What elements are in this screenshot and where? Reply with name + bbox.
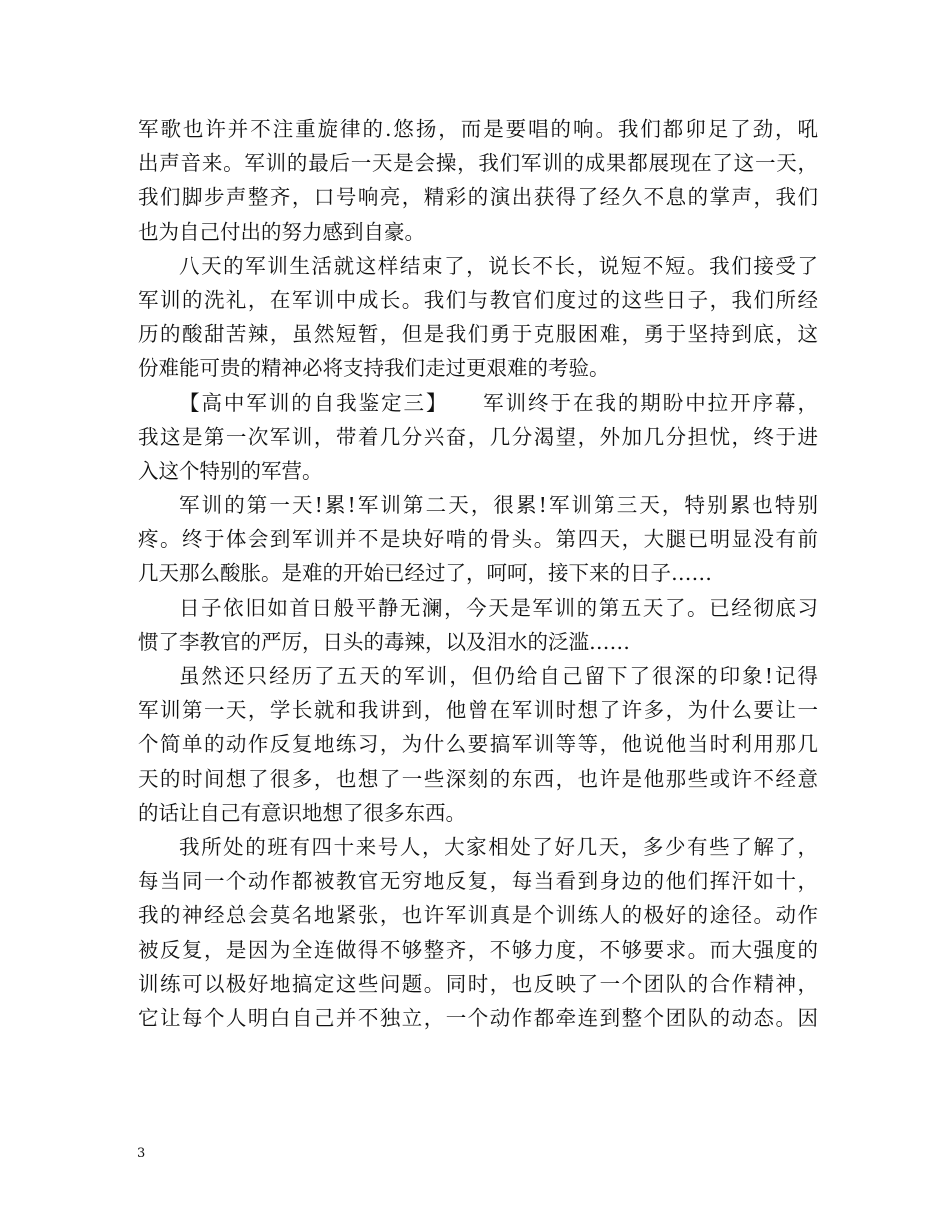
text-line: 入这个特别的军营。 [138,458,323,483]
text-line: 虽然还只经历了五天的军训，但仍给自己留下了很深的印象!记得 [179,664,818,688]
text-line: 八天的军训生活就这样结束了，说长不长，说短不短。我们接受了 [179,253,818,278]
text-line: 出声音来。军训的最后一天是会操，我们军训的成果都展现在了这一天， [138,151,818,176]
text-line: 日子依旧如首日般平静无澜，今天是军训的第五天了。已经彻底习 [179,595,818,620]
text-line: 军训的洗礼，在军训中成长。我们与教官们度过的这些日子，我们所经 [138,287,818,312]
text-line: 我们脚步声整齐，口号响亮，精彩的演出获得了经久不息的掌声，我们 [138,185,818,210]
text-line: 【高中军训的自我鉴定三】 军训终于在我的期盼中拉开序幕， [179,390,818,415]
page-number: 3 [137,1146,146,1161]
text-line: 也为自己付出的努力感到自豪。 [138,219,425,244]
text-line: 我所处的班有四十来号人，大家相处了好几天，多少有些了解了， [179,834,818,859]
text-line: 每当同一个动作都被教官无穷地反复，每当看到身边的他们挥汗如十， [138,869,818,894]
text-line: 惯了李教官的严厉，日头的毒辣，以及泪水的泛滥…… [138,629,630,654]
text-line: 军歌也许并不注重旋律的.悠扬，而是要唱的响。我们都卯足了劲，吼 [138,117,818,141]
text-line: 天的时间想了很多，也想了一些深刻的东西，也许是他那些或许不经意 [138,766,818,791]
text-line: 几天那么酸胀。是难的开始已经过了，呵呵，接下来的日子…… [138,561,712,586]
text-line: 它让每个人明白自己并不独立，一个动作都牵连到整个团队的动态。因 [138,1005,818,1030]
text-line: 军训的第一天!累!军训第二天，很累!军训第三天，特别累也特别 [179,493,818,518]
text-line: 历的酸甜苦辣，虽然短暂，但是我们勇于克服困难，勇于坚持到底，这 [138,322,818,347]
text-line: 训练可以极好地搞定这些问题。同时，也反映了一个团队的合作精神， [138,971,818,996]
text-line: 疼。终于体会到军训并不是块好啃的骨头。第四天，大腿已明显没有前 [138,527,818,552]
body-text [138,112,818,1035]
text-line: 个简单的动作反复地练习，为什么要搞军训等等，他说他当时利用那几 [138,732,818,757]
text-line: 的话让自己有意识地想了很多东西。 [138,800,466,825]
text-line: 我的神经总会莫名地紧张，也许军训真是个训练人的极好的途径。动作 [138,903,818,928]
text-line: 军训第一天，学长就和我讲到，他曾在军训时想了许多，为什么要让一 [138,698,818,723]
text-line: 被反复，是因为全连做得不够整齐，不够力度，不够要求。而大强度的 [138,937,818,962]
text-line: 我这是第一次军训，带着几分兴奋，几分渴望，外加几分担忧，终于进 [138,424,818,449]
text-line: 份难能可贵的精神必将支持我们走过更艰难的考验。 [138,356,610,381]
